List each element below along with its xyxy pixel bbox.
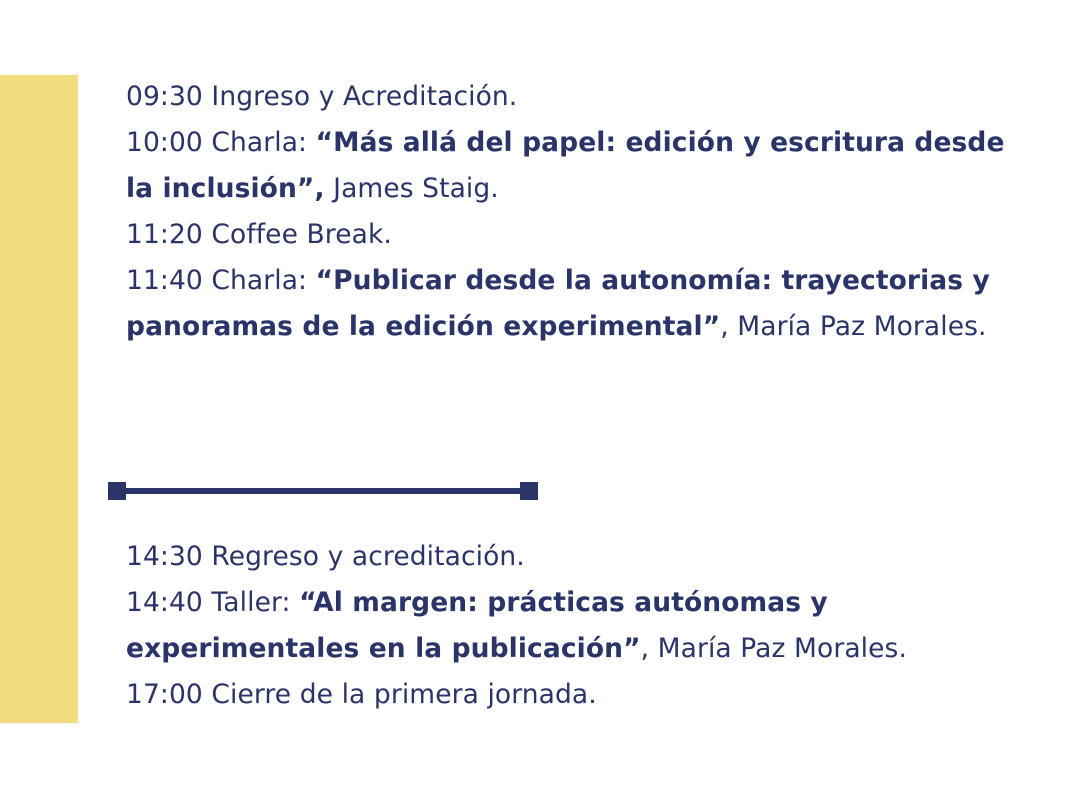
schedule-text-bold: “Al margen: prácticas autónomas y experimentales en la publicación”: [126, 587, 828, 664]
morning-schedule-block: [126, 74, 1026, 350]
schedule-line: [126, 580, 1026, 672]
schedule-time: 09:30: [126, 81, 203, 112]
schedule-text-plain: Taller:: [202, 587, 300, 618]
schedule-text-plain: Ingreso y Acreditación.: [202, 81, 518, 112]
schedule-line: [126, 212, 1026, 258]
section-divider: [108, 482, 538, 500]
divider-bar: [116, 488, 530, 494]
schedule-time: 11:40: [126, 265, 203, 296]
schedule-text-plain: Charla:: [202, 265, 316, 296]
divider-cap-right-icon: [520, 482, 538, 500]
schedule-text-plain: Cierre de la primera jornada.: [202, 679, 597, 710]
left-accent-band: [0, 75, 78, 723]
schedule-text-plain: Charla:: [202, 127, 316, 158]
schedule-text-plain: Regreso y acreditación.: [202, 541, 525, 572]
schedule-line: [126, 120, 1026, 212]
afternoon-schedule-block: [126, 534, 1026, 718]
schedule-text-bold: “Más allá del papel: edición y escritura desde la inclusión”,: [126, 127, 1005, 204]
schedule-line: [126, 74, 1026, 120]
schedule-line: [126, 258, 1026, 350]
schedule-time: 17:00: [126, 679, 203, 710]
schedule-time: 14:40: [126, 587, 203, 618]
schedule-text-plain: Coffee Break.: [202, 219, 392, 250]
schedule-line: [126, 534, 1026, 580]
schedule-time: 14:30: [126, 541, 203, 572]
schedule-text-bold: “Publicar desde la autonomía: trayectorias y panoramas de la edición experimental”: [126, 265, 990, 342]
schedule-time: 11:20: [126, 219, 203, 250]
schedule-text-plain-after: , María Paz Morales.: [640, 633, 907, 664]
schedule-text-plain-after: James Staig.: [324, 173, 499, 204]
schedule-line: [126, 672, 1026, 718]
schedule-time: 10:00: [126, 127, 203, 158]
schedule-text-plain-after: , María Paz Morales.: [720, 311, 987, 342]
